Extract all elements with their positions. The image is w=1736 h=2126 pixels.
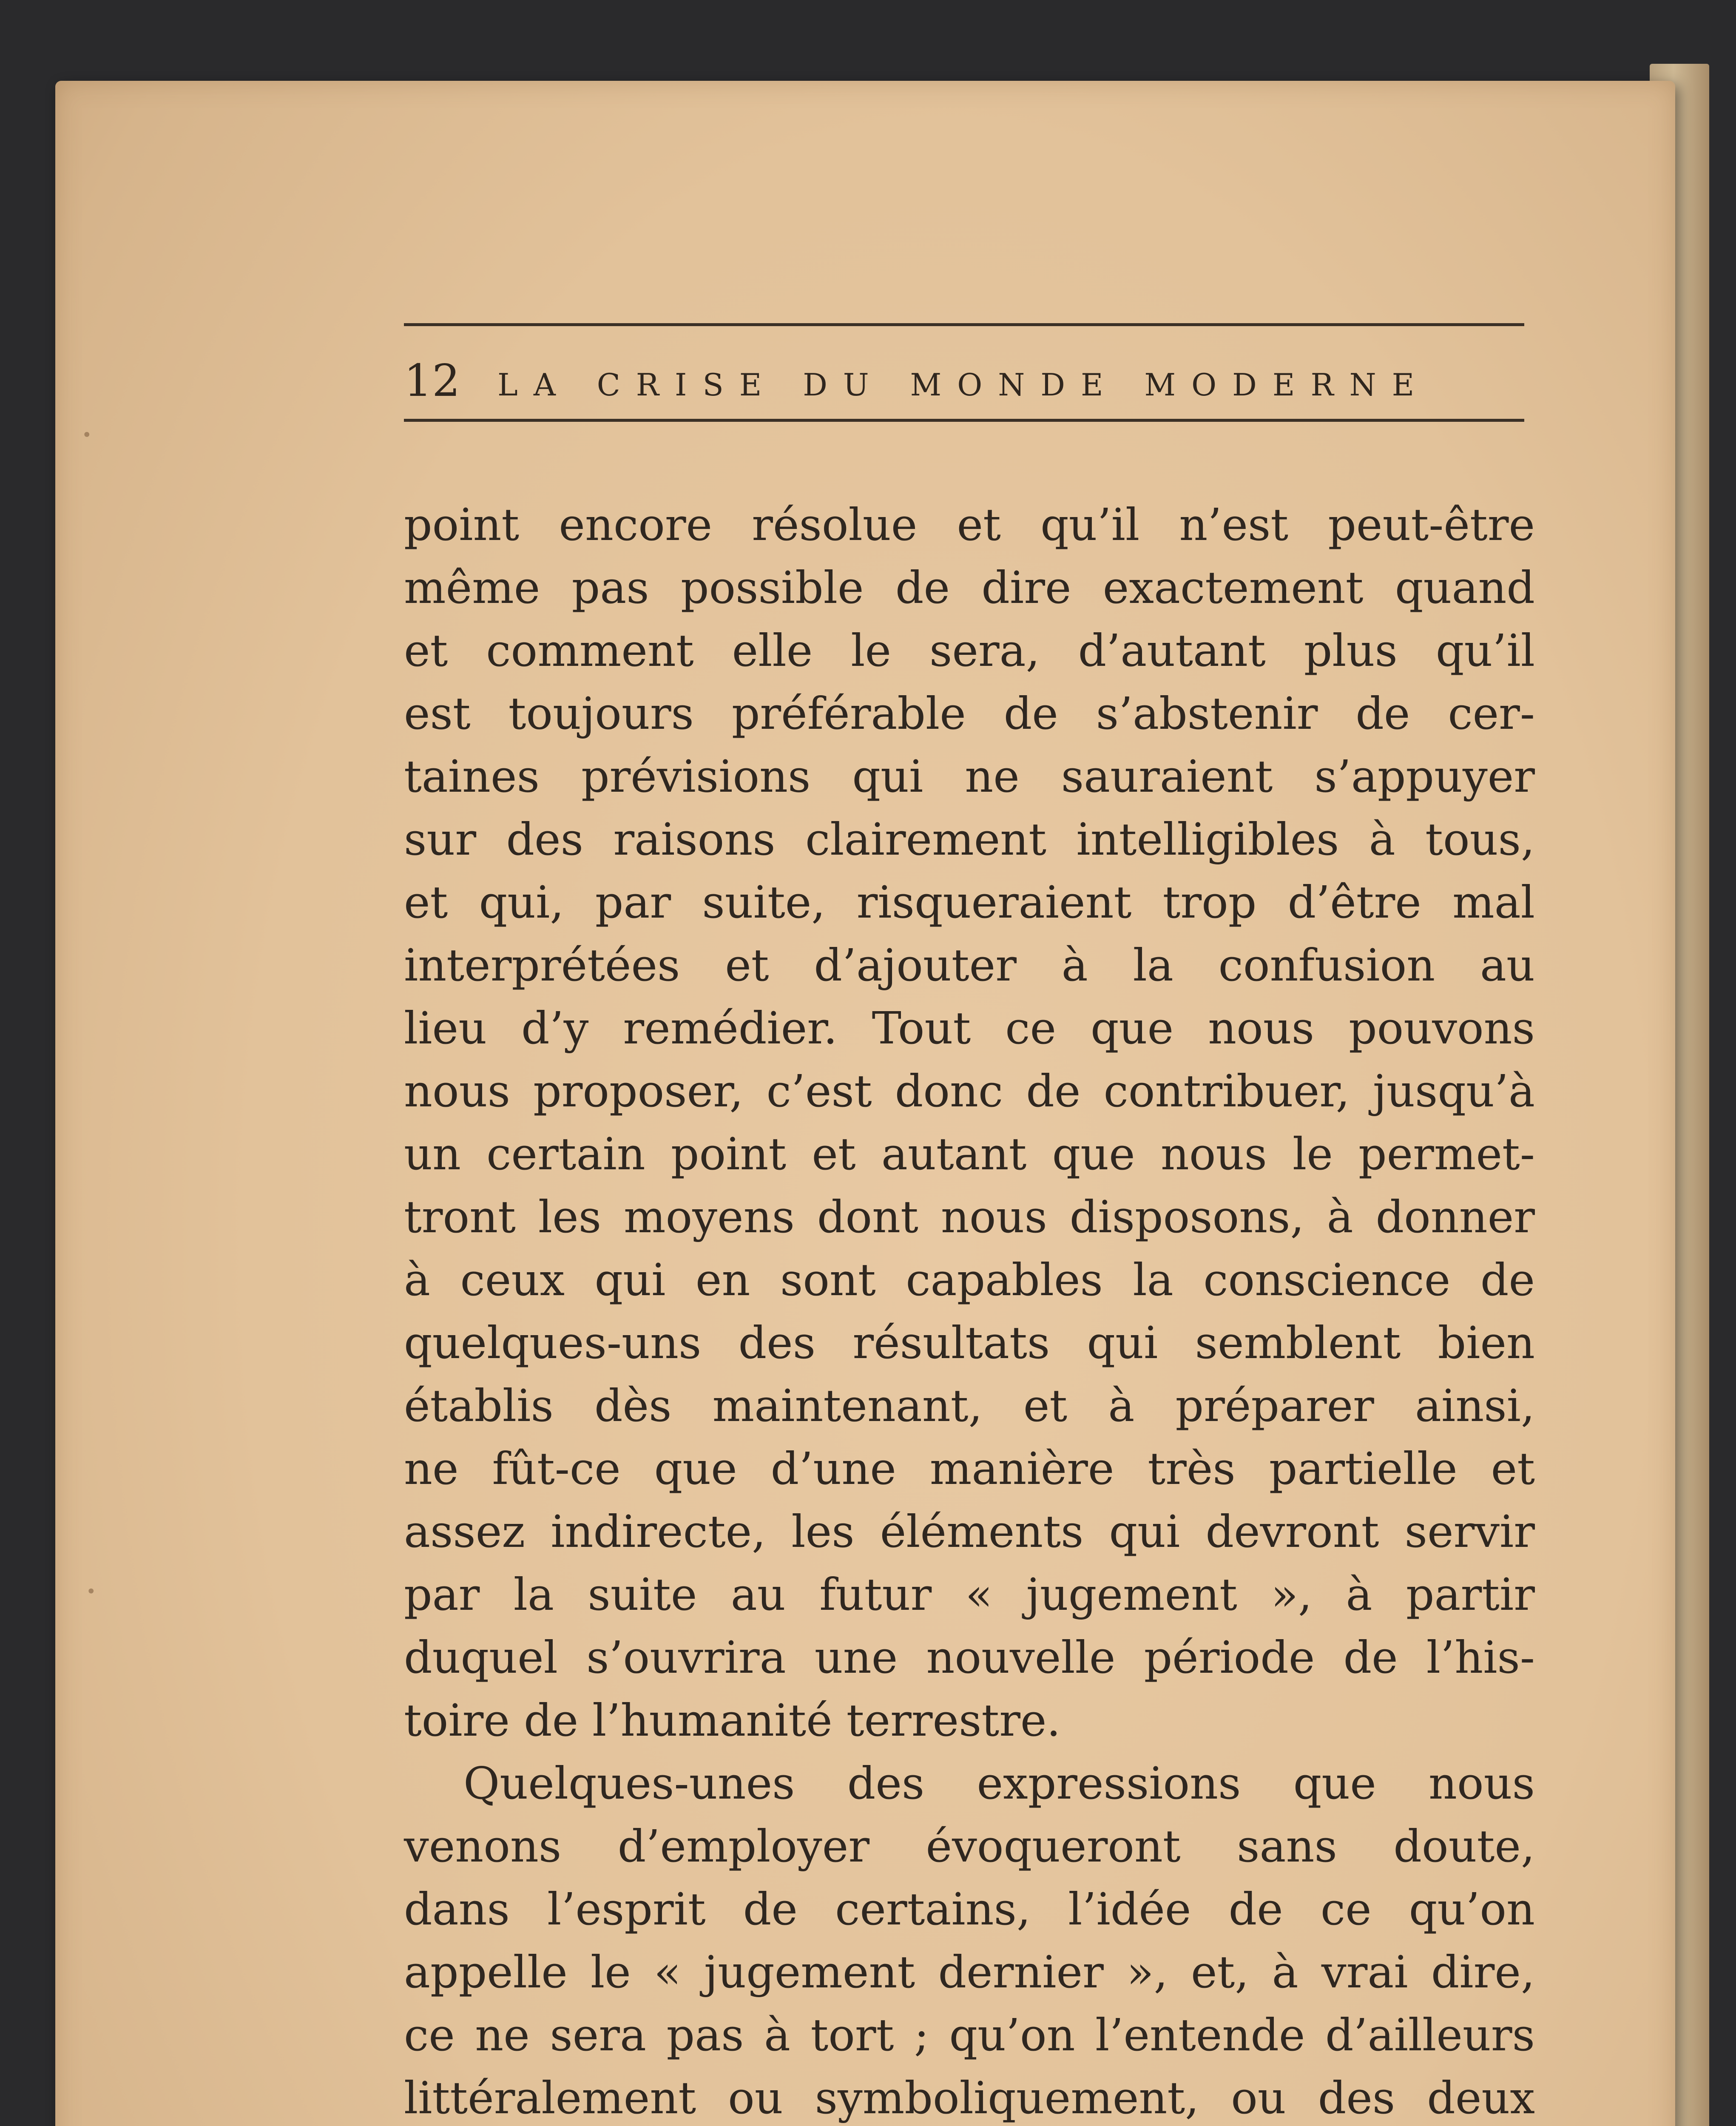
text-line: venons d’employer évoqueront sans doute,	[404, 1820, 1535, 1872]
header-rule-top	[404, 323, 1524, 326]
text-line: sur des raisons clairement intelligibles à tous,	[404, 813, 1535, 865]
running-head	[404, 323, 1524, 425]
text-line: littéralement ou symboliquement, ou des deux	[404, 2072, 1535, 2124]
text-line: ce ne sera pas à tort ; qu’on l’entende d’ailleurs	[404, 2009, 1535, 2061]
text-line: à ceux qui en sont capables la conscience de	[404, 1254, 1535, 1306]
text-line: même pas possible de dire exactement quand	[404, 562, 1535, 614]
paragraph-1	[404, 493, 1535, 1752]
text-line: un certain point et autant que nous le permet-	[404, 1128, 1535, 1180]
header-rule-bottom	[404, 419, 1524, 422]
page-number: 12	[404, 355, 460, 406]
text-line: tront les moyens dont nous disposons, à donner	[404, 1191, 1535, 1243]
text-line: appelle le « jugement dernier », et, à vrai dire,	[404, 1946, 1535, 1998]
text-line: Quelques-unes des expressions que nous	[463, 1757, 1535, 1809]
text-line: assez indirecte, les éléments qui devront servir	[404, 1506, 1535, 1558]
paragraph-2	[404, 1752, 1535, 2126]
text-line: et comment elle le sera, d’autant plus qu’il	[404, 625, 1535, 676]
book-title: LA CRISE DU MONDE MODERNE	[497, 367, 1430, 403]
paper-blemish: ·	[81, 412, 93, 457]
body-text	[404, 493, 1535, 2126]
text-line: taines prévisions qui ne sauraient s’appuyer	[404, 750, 1535, 802]
text-line: ne fût-ce que d’une manière très partielle et	[404, 1443, 1535, 1495]
text-line: dans l’esprit de certains, l’idée de ce qu’on	[404, 1883, 1535, 1935]
text-line: établis dès maintenant, et à préparer ainsi,	[404, 1380, 1535, 1432]
text-line: point encore résolue et qu’il n’est peut-être	[404, 499, 1535, 551]
text-line: nous proposer, c’est donc de contribuer, jusqu’à	[404, 1065, 1535, 1117]
text-line: interprétées et d’ajouter à la confusion au	[404, 939, 1535, 991]
text-line: est toujours préférable de s’abstenir de cer-	[404, 688, 1535, 739]
text-line: duquel s’ouvrira une nouvelle période de l’his-	[404, 1631, 1535, 1683]
text-line: toire de l’humanité terrestre.	[404, 1694, 1061, 1746]
text-line: par la suite au futur « jugement », à partir	[404, 1569, 1535, 1620]
paper-blemish: ·	[85, 1569, 97, 1614]
text-line: lieu d’y remédier. Tout ce que nous pouvons	[404, 1002, 1535, 1054]
text-line: et qui, par suite, risqueraient trop d’être mal	[404, 876, 1535, 928]
text-line: quelques-uns des résultats qui semblent bien	[404, 1317, 1535, 1369]
